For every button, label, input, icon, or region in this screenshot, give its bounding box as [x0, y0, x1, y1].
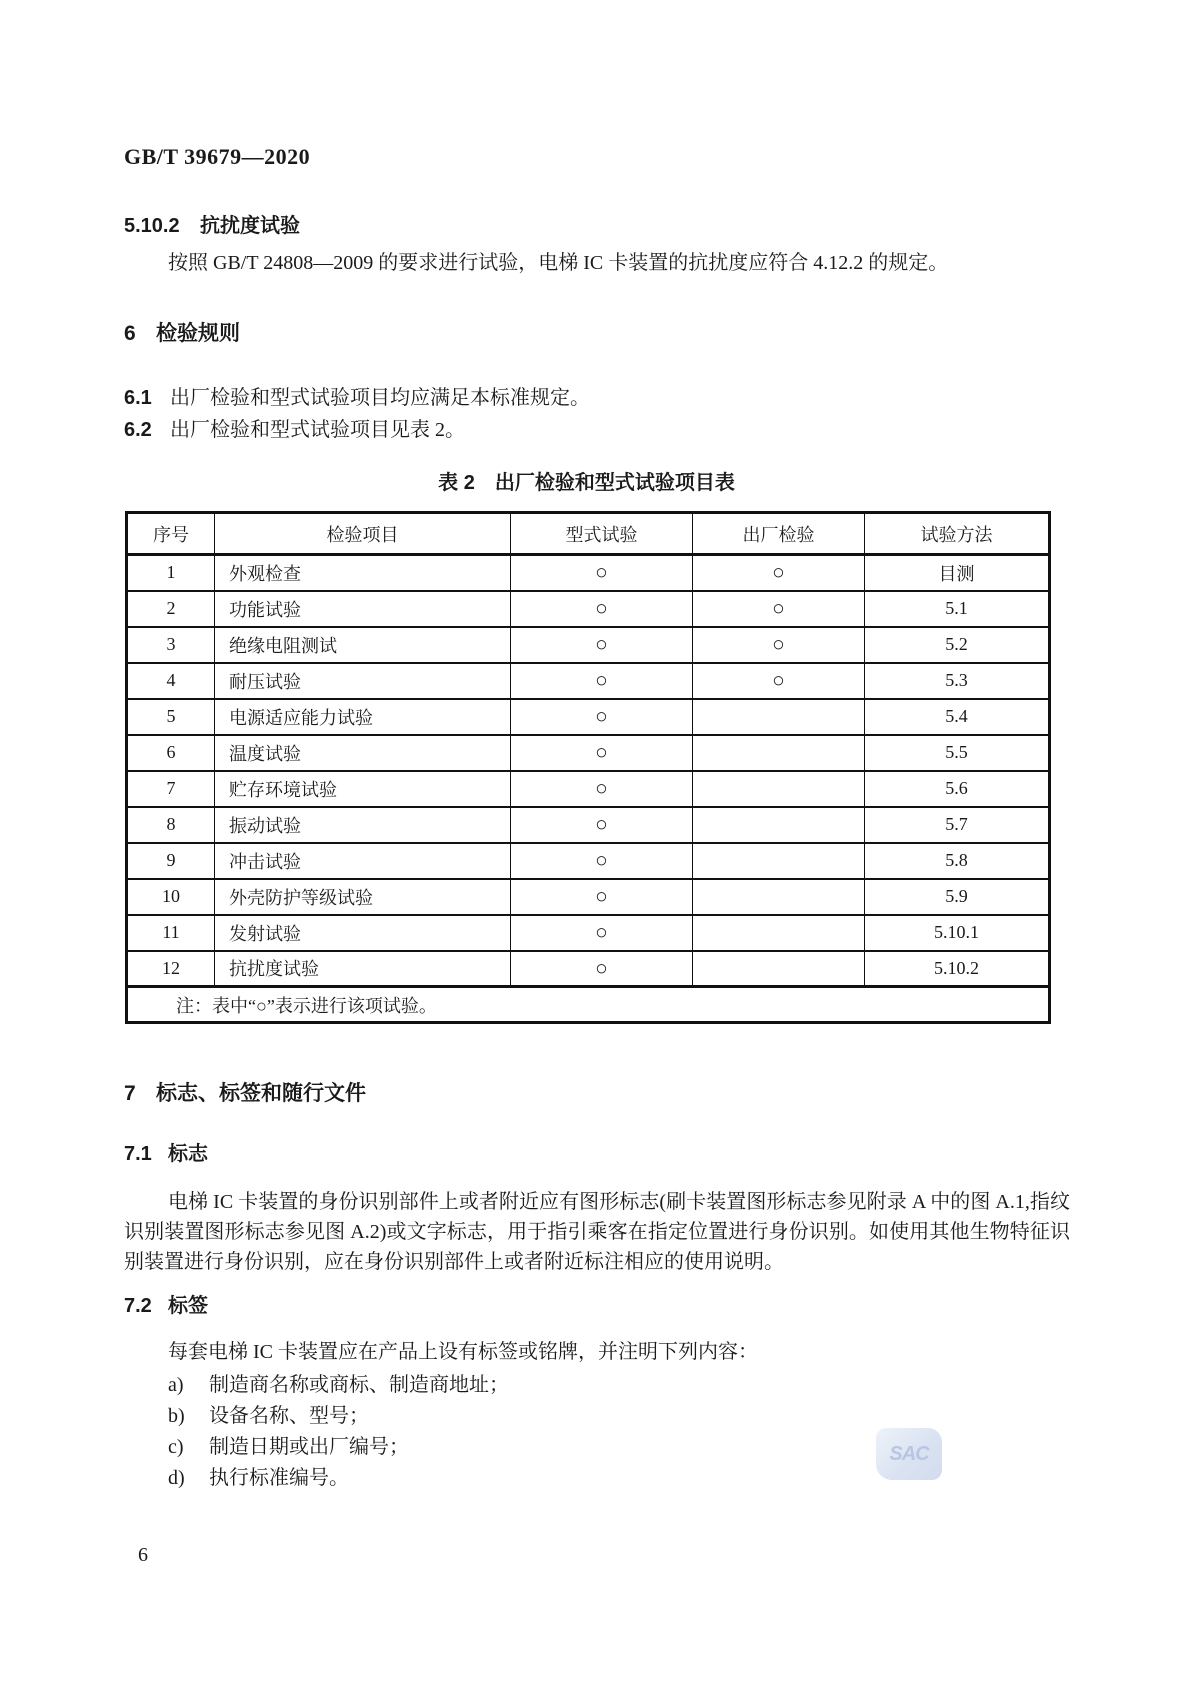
clause-6-2	[124, 415, 465, 445]
list-item-b	[168, 1401, 369, 1431]
cell-item: 振动试验	[215, 807, 511, 843]
col-header-item: 检验项目	[215, 513, 511, 555]
cell-factory-test	[693, 843, 865, 879]
cell-factory-test	[693, 699, 865, 735]
table-row	[127, 663, 1050, 699]
paragraph-5-10-2: 按照 GB/T 24808—2009 的要求进行试验，电梯 IC 卡装置的抗扰度应符合 4.12.2 的规定。	[168, 252, 949, 274]
table-row	[127, 879, 1050, 915]
table-row	[127, 735, 1050, 771]
cell-method: 5.8	[865, 843, 1050, 879]
cell-item: 绝缘电阻测试	[215, 627, 511, 663]
cell-item: 耐压试验	[215, 663, 511, 699]
table-row	[127, 807, 1050, 843]
col-header-method: 试验方法	[865, 513, 1050, 555]
list-item-d	[168, 1463, 349, 1493]
cell-no: 10	[127, 879, 215, 915]
cell-item: 贮存环境试验	[215, 771, 511, 807]
col-header-factory-test: 出厂检验	[693, 513, 865, 555]
cell-item: 外壳防护等级试验	[215, 879, 511, 915]
cell-no: 11	[127, 915, 215, 951]
cell-method: 5.10.2	[865, 951, 1050, 987]
cell-type-test: ○	[511, 591, 693, 627]
heading-7	[124, 1080, 366, 1108]
cell-no: 6	[127, 735, 215, 771]
list-label: b)	[168, 1405, 185, 1427]
cell-item: 功能试验	[215, 591, 511, 627]
cell-no: 7	[127, 771, 215, 807]
table-note-row	[127, 987, 1050, 1023]
cell-item: 电源适应能力试验	[215, 699, 511, 735]
clause-title: 标志	[168, 1143, 208, 1165]
cell-no: 8	[127, 807, 215, 843]
table-row	[127, 627, 1050, 663]
table-row	[127, 699, 1050, 735]
cell-method: 5.2	[865, 627, 1050, 663]
cell-item: 温度试验	[215, 735, 511, 771]
clause-number: 7.2	[124, 1295, 152, 1317]
table-note: 注：表中“○”表示进行该项试验。	[127, 987, 1050, 1023]
cell-item: 冲击试验	[215, 843, 511, 879]
table-row	[127, 771, 1050, 807]
list-text: 制造商名称或商标、制造商地址；	[209, 1374, 509, 1396]
cell-item: 抗扰度试验	[215, 951, 511, 987]
clause-text: 出厂检验和型式试验项目见表 2。	[170, 419, 465, 441]
cell-type-test: ○	[511, 843, 693, 879]
table2	[125, 511, 1048, 1024]
table-row	[127, 591, 1050, 627]
cell-type-test: ○	[511, 879, 693, 915]
cell-factory-test	[693, 771, 865, 807]
cell-type-test: ○	[511, 771, 693, 807]
clause-number: 6.2	[124, 419, 152, 441]
cell-factory-test	[693, 951, 865, 987]
col-header-type-test: 型式试验	[511, 513, 693, 555]
sac-watermark: SAC	[876, 1428, 942, 1480]
table-row	[127, 951, 1050, 987]
cell-type-test: ○	[511, 915, 693, 951]
col-header-no: 序号	[127, 513, 215, 555]
cell-type-test: ○	[511, 555, 693, 591]
cell-no: 5	[127, 699, 215, 735]
cell-type-test: ○	[511, 951, 693, 987]
cell-factory-test	[693, 879, 865, 915]
list-text: 制造日期或出厂编号；	[209, 1436, 409, 1458]
cell-no: 12	[127, 951, 215, 987]
clause-number: 7.1	[124, 1143, 152, 1165]
table-row	[127, 915, 1050, 951]
cell-no: 3	[127, 627, 215, 663]
running-header: GB/T 39679—2020	[124, 144, 311, 169]
list-text: 设备名称、型号；	[209, 1405, 369, 1427]
cell-no: 9	[127, 843, 215, 879]
list-item-a	[168, 1370, 509, 1400]
heading-7-2	[124, 1292, 208, 1320]
cell-factory-test	[693, 807, 865, 843]
clause-number: 6	[124, 322, 136, 345]
cell-factory-test: ○	[693, 555, 865, 591]
list-text: 执行标准编号。	[209, 1467, 349, 1489]
clause-number: 6.1	[124, 387, 152, 409]
test-items-table	[125, 511, 1051, 1024]
cell-factory-test: ○	[693, 591, 865, 627]
cell-method: 5.1	[865, 591, 1050, 627]
cell-method: 5.9	[865, 879, 1050, 915]
table-row	[127, 555, 1050, 591]
cell-method: 5.3	[865, 663, 1050, 699]
paragraph-7-2-intro: 每套电梯 IC 卡装置应在产品上设有标签或铭牌，并注明下列内容：	[168, 1341, 758, 1363]
page-number: 6	[138, 1544, 148, 1566]
clause-6-1	[124, 383, 590, 413]
list-label: d)	[168, 1467, 185, 1489]
heading-5-10-2	[124, 212, 300, 240]
cell-method: 5.6	[865, 771, 1050, 807]
clause-title: 标签	[168, 1295, 208, 1317]
cell-factory-test	[693, 735, 865, 771]
heading-7-1	[124, 1140, 208, 1168]
cell-no: 4	[127, 663, 215, 699]
cell-type-test: ○	[511, 807, 693, 843]
cell-type-test: ○	[511, 699, 693, 735]
clause-title: 标志、标签和随行文件	[156, 1082, 366, 1105]
table-header-row	[127, 513, 1050, 555]
list-item-c	[168, 1432, 409, 1462]
list-label: c)	[168, 1436, 184, 1458]
paragraph-7-1: 电梯 IC 卡装置的身份识别部件上或者附近应有图形标志(刷卡装置图形标志参见附录 A 中的图 A.1,指纹识别装置图形标志参见图 A.2)或文字标志，用于指引乘客在指定位置进行身份识别。如使用其他生物特征识别装置进行身份识别，应在身份识别部件上或者附近标注相应的使用说明。	[124, 1191, 1070, 1273]
cell-method: 5.5	[865, 735, 1050, 771]
cell-type-test: ○	[511, 663, 693, 699]
heading-6	[124, 320, 240, 348]
cell-method: 5.4	[865, 699, 1050, 735]
cell-type-test: ○	[511, 735, 693, 771]
cell-item: 外观检查	[215, 555, 511, 591]
cell-no: 1	[127, 555, 215, 591]
cell-type-test: ○	[511, 627, 693, 663]
cell-factory-test	[693, 915, 865, 951]
clause-number: 7	[124, 1082, 136, 1105]
table2-caption: 表 2 出厂检验和型式试验项目表	[438, 472, 735, 494]
cell-method: 目测	[865, 555, 1050, 591]
cell-item: 发射试验	[215, 915, 511, 951]
cell-factory-test: ○	[693, 663, 865, 699]
cell-method: 5.10.1	[865, 915, 1050, 951]
list-label: a)	[168, 1374, 184, 1396]
cell-no: 2	[127, 591, 215, 627]
clause-text: 出厂检验和型式试验项目均应满足本标准规定。	[170, 387, 590, 409]
clause-number: 5.10.2	[124, 215, 180, 237]
clause-title: 检验规则	[156, 322, 240, 345]
cell-method: 5.7	[865, 807, 1050, 843]
clause-title: 抗扰度试验	[200, 215, 300, 237]
table-row	[127, 843, 1050, 879]
cell-factory-test: ○	[693, 627, 865, 663]
